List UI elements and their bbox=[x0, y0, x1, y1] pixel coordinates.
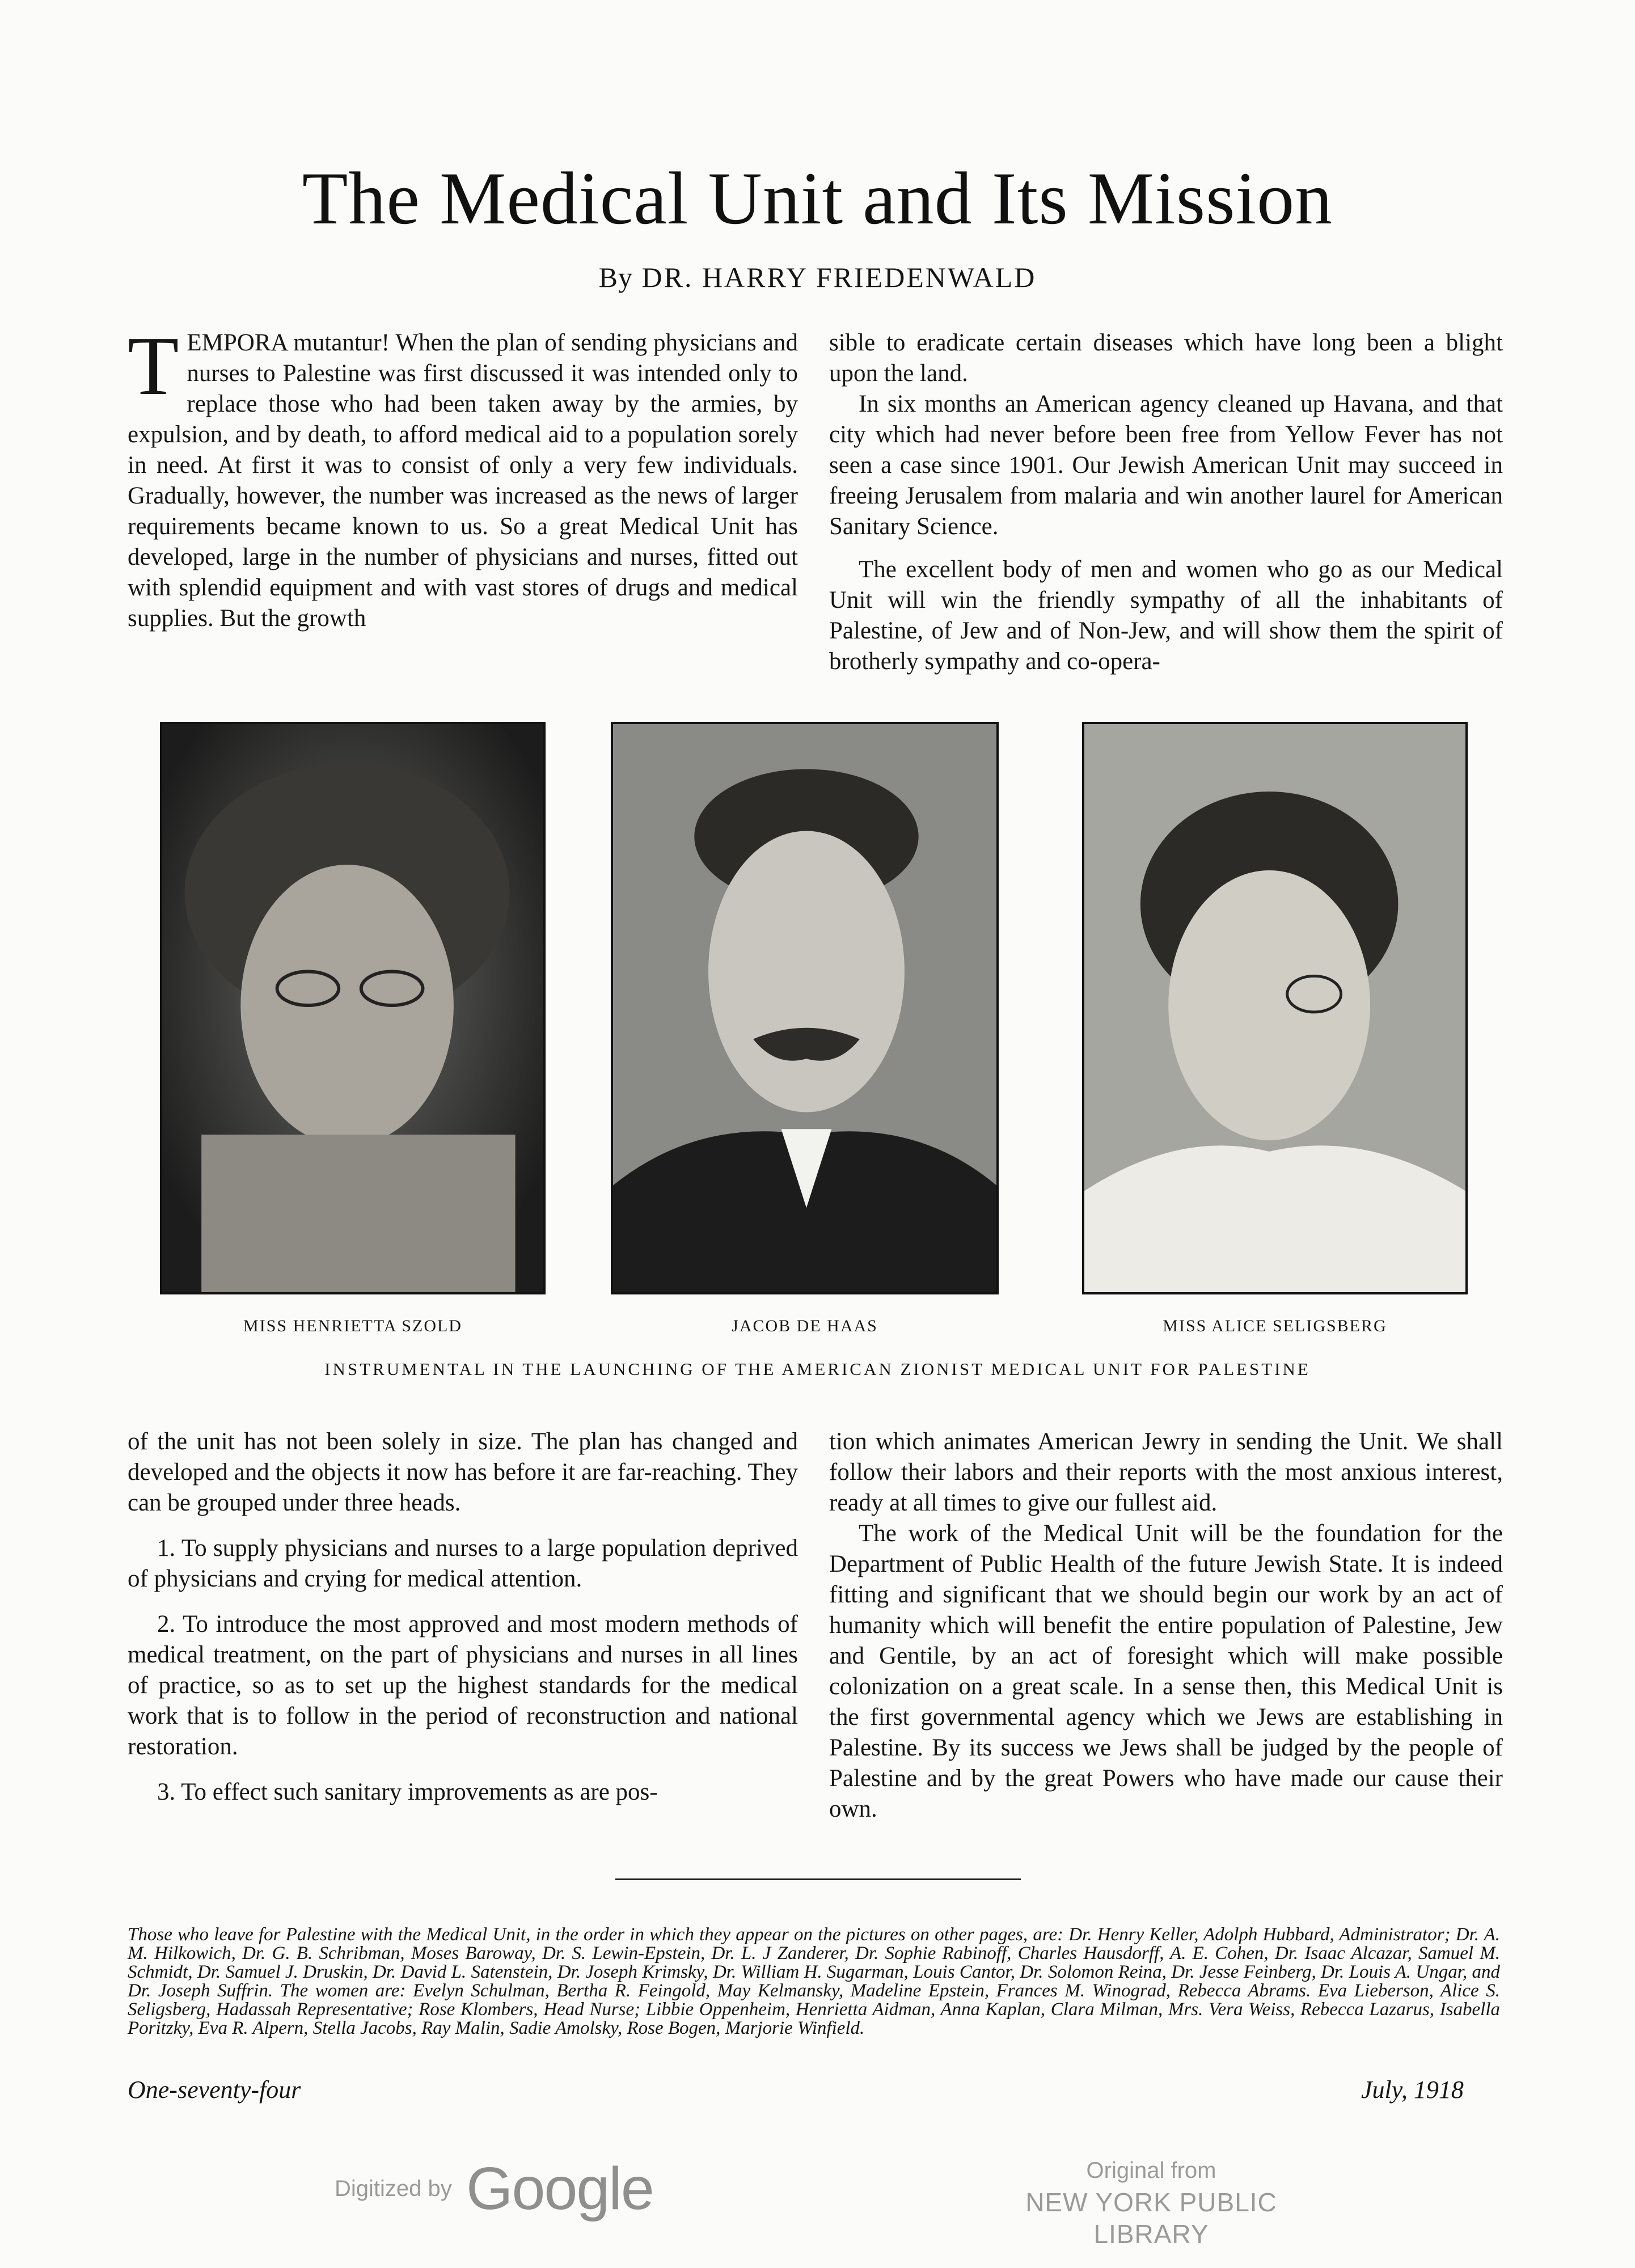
paragraph: tion which animates American Jewry in sending the Unit. We shall follow their labors and their reports with the most anxious interest, ready at all times to give our fullest aid. bbox=[829, 1428, 1503, 1516]
top-left-column bbox=[128, 320, 798, 634]
photo-subcaption: INSTRUMENTAL IN THE LAUNCHING OF THE AMERICAN ZIONIST MEDICAL UNIT FOR PALESTINE bbox=[324, 1359, 1311, 1379]
portrait-photo-de-haas bbox=[611, 722, 999, 1294]
list-item: 1. To supply physicians and nurses to a large population deprived of physicians and crying for medical attention. bbox=[128, 1535, 798, 1592]
divider bbox=[615, 1878, 1021, 1880]
portrait-image bbox=[1084, 724, 1465, 1292]
photo-caption-de-haas: JACOB DE HAAS bbox=[732, 1317, 878, 1335]
google-logo: Google bbox=[466, 2155, 653, 2222]
issue-date: July, 1918 bbox=[1361, 2076, 1464, 2104]
photo-caption-szold: MISS HENRIETTA SZOLD bbox=[243, 1317, 462, 1335]
page-number: One-seventy-four bbox=[128, 2076, 301, 2104]
byline-by: By bbox=[598, 261, 633, 293]
byline bbox=[0, 261, 1635, 294]
library-attribution bbox=[981, 2155, 1321, 2250]
paragraph: sible to eradicate certain diseases which have long been a blight upon the land. bbox=[829, 329, 1503, 387]
paragraph: The excellent body of men and women who go as our Medical Unit will win the friendly sympathy of all the inhabitants of Palestine, of Jew and of Non-Jew, and will show them the spirit of brotherly sympathy and co-opera- bbox=[829, 556, 1503, 675]
portrait-photo-seligsberg bbox=[1082, 722, 1468, 1294]
drop-cap: T bbox=[128, 320, 179, 413]
portrait-image bbox=[162, 724, 543, 1292]
digitized-by-label: Digitized by bbox=[335, 2176, 452, 2201]
photo-caption-seligsberg: MISS ALICE SELIGSBERG bbox=[1163, 1317, 1387, 1335]
paragraph bbox=[128, 320, 798, 634]
portrait-photo-szold bbox=[160, 722, 546, 1294]
original-from-label: Original from bbox=[1086, 2158, 1216, 2183]
footnote: Those who leave for Palestine with the Medical Unit, in the order in which they appear on the pictures on other pages, are: Dr. Henry Keller, Adolph Hubbard, Administrator; Dr. A. M. Hilkowich, Dr. G. B. Schribman, Moses Baroway, Dr. S. Lewin-Epstein, Dr. L. J Zanderer, Dr. Sophie Rabinoff, Charles Hausdorff, A. E. Cohen, Dr. Isaac Alcazar, Samuel M. Schmidt, Dr. Samuel J. Druskin, Dr. David L. Satenstein, Dr. Joseph Krimsky, Dr. William H. Sugarman, Louis Cantor, Dr. Solomon Reina, Dr. Jesse Feinberg, Dr. Louis A. Ungar, and Dr. Joseph Suffrin. The women are: Evelyn Schulman, Bertha R. Feingold, May Kelmansky, Madeline Epstein, Frances M. Winograd, Rebecca Abrams. Eva Lieberson, Alice S. Seligsberg, Hadassah Representative; Rose Klombers, Head Nurse; Libbie Oppenheim, Henrietta Aidman, Anna Kaplan, Clara Milman, Mrs. Vera Weiss, Rebecca Lazarus, Isabella Poritzky, Eva R. Alpern, Stella Jacobs, Ray Malin, Sadie Amolsky, Rose Bogen, Marjorie Winfield. bbox=[128, 1924, 1500, 2038]
paragraph: of the unit has not been solely in size. The plan has changed and developed and the objects it now has before it are far-reaching. They can be grouped under three heads. bbox=[128, 1428, 798, 1516]
list-item: 2. To introduce the most approved and most modern methods of medical treatment, on the part of physicians and nurses in all lines of practice, so as to set up the highest standards for the medical work that is to follow in the period of reconstruction and national restoration. bbox=[128, 1611, 798, 1760]
library-name: NEW YORK PUBLIC LIBRARY bbox=[1025, 2187, 1277, 2249]
paragraph-text: EMPORA mutantur! When the plan of sending physicians and nurses to Palestine was first discussed it was intended only to replace those who had been taken away by the armies, by expulsion, and by death, to afford medical aid to a population sorely in need. At first it was to consist of only a very few individuals. Gradually, however, the number was increased as the news of larger requirements became known to us. So a great Medical Unit has developed, large in the number of physicians and nurses, fitted out with splendid equipment and with vast stores of drugs and medical supplies. But the growth bbox=[128, 329, 798, 632]
bottom-left-column bbox=[128, 1427, 798, 1808]
paragraph: In six months an American agency cleaned up Havana, and that city which had never before been free from Yellow Fever has not seen a case since 1901. Our Jewish American Unit may succeed in freeing Jerusalem from malaria and win another laurel for American Sanitary Science. bbox=[829, 391, 1503, 540]
top-right-column bbox=[829, 328, 1503, 677]
article-title: The Medical Unit and Its Mission bbox=[302, 156, 1333, 240]
list-item: 3. To effect such sanitary improvements as are pos- bbox=[157, 1779, 658, 1805]
bottom-right-column bbox=[829, 1427, 1503, 1825]
paragraph: The work of the Medical Unit will be the foundation for the Department of Public Health of the future Jewish State. It is indeed fitting and significant that we should begin our work by an act of humanity which will benefit the entire population of Palestine, Jew and Gentile, by an act of foresight which will make possible colonization on a great scale. In a sense then, this Medical Unit is the first governmental agency which we Jews are establishing in Palestine. By its success we Jews shall be judged by the people of Palestine and by the great Powers who have made our cause their own. bbox=[829, 1520, 1503, 1822]
portrait-image bbox=[613, 724, 996, 1292]
byline-author: DR. HARRY FRIEDENWALD bbox=[641, 261, 1037, 293]
